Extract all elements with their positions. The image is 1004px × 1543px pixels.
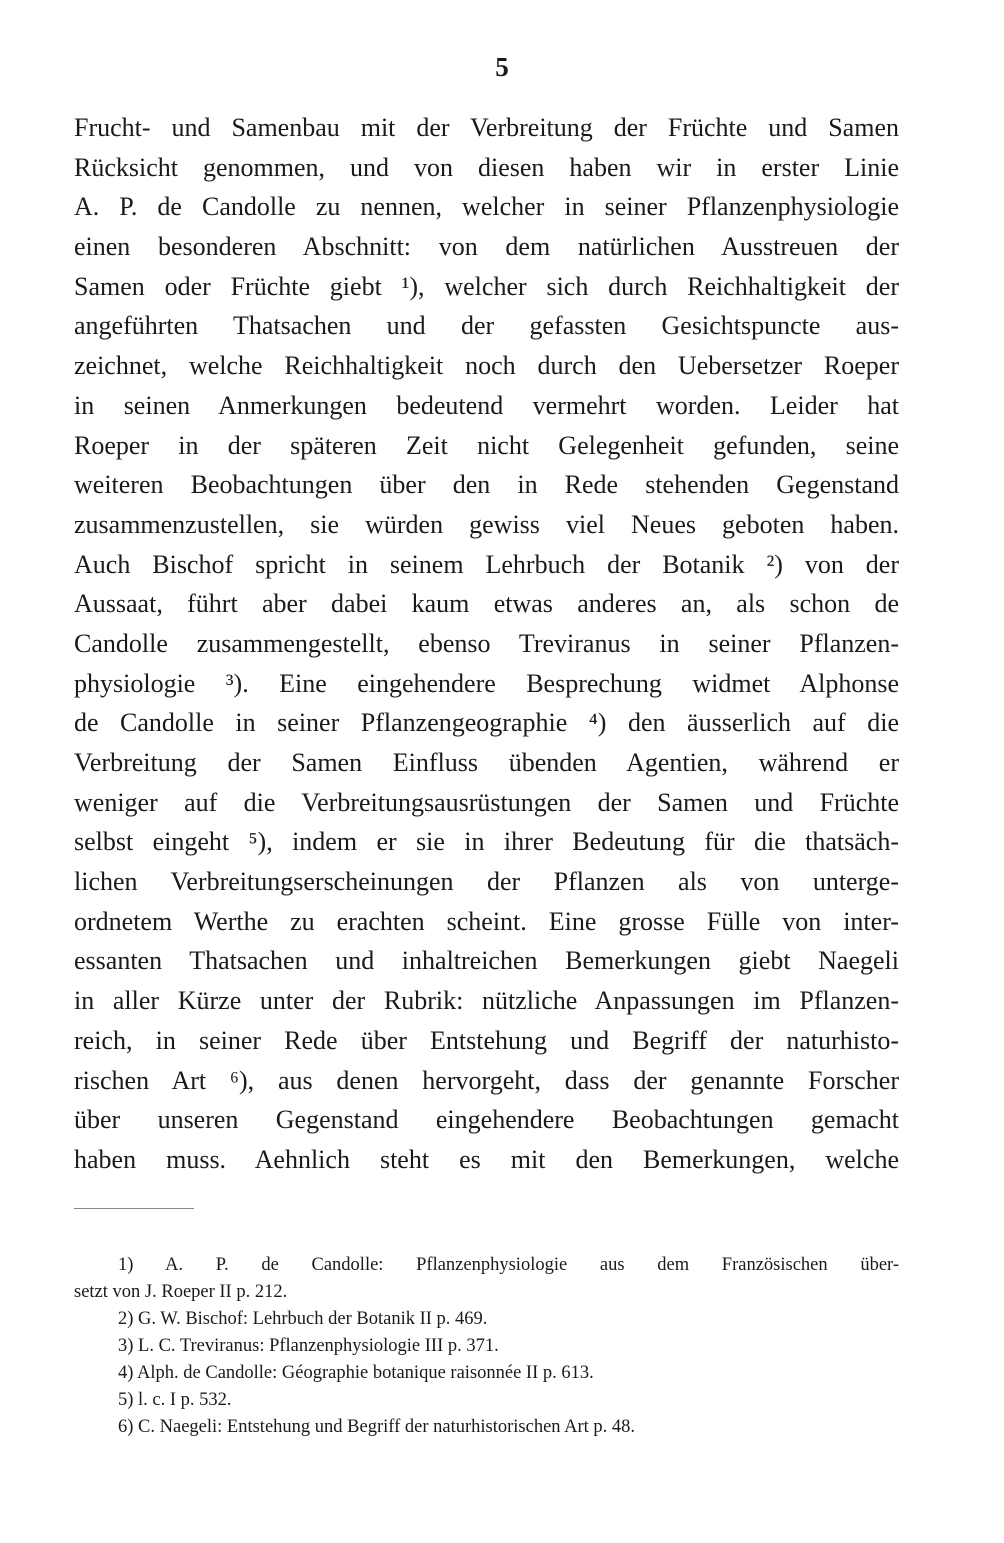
footnote-2: 2) G. W. Bischof: Lehrbuch der Botanik II p. 469. <box>118 1309 488 1329</box>
body-line: Aussaat, führt aber dabei kaum etwas anderes an, als schon de <box>74 589 899 619</box>
body-line: über unseren Gegenstand eingehendere Beobachtungen gemacht <box>74 1105 899 1135</box>
footnotes <box>74 1252 899 1441</box>
footnote-3: 3) L. C. Treviranus: Pflanzenphysiologie III p. 371. <box>118 1336 499 1356</box>
body-line: Frucht- und Samenbau mit der Verbreitung der Früchte und Samen <box>74 113 899 142</box>
body-line: essanten Thatsachen und inhaltreichen Bemerkungen giebt Naegeli <box>74 946 899 976</box>
footnote-6: 6) C. Naegeli: Entstehung und Begriff der naturhistorischen Art p. 48. <box>118 1417 636 1437</box>
body-line: zeichnet, welche Reichhaltigkeit noch durch den Uebersetzer Roeper <box>74 351 899 381</box>
footnote-5: 5) l. c. I p. 532. <box>118 1390 232 1410</box>
body-line: Rücksicht genommen, und von diesen haben wir in erster Linie <box>74 152 899 182</box>
body-line: Candolle zusammengestellt, ebenso Treviranus in seiner Pflanzen- <box>74 628 899 658</box>
body-line: A. P. de Candolle zu nennen, welcher in seiner Pflanzenphysiologie <box>74 192 899 222</box>
page-number: 5 <box>495 52 509 82</box>
body-line: Roeper in der späteren Zeit nicht Gelegenheit gefunden, seine <box>74 430 899 460</box>
body-line: Verbreitung der Samen Einfluss übenden Agentien, während er <box>74 748 899 777</box>
body-line: Auch Bischof spricht in seinem Lehrbuch der Botanik ²) von der <box>74 549 899 579</box>
body-line: selbst eingeht ⁵), indem er sie in ihrer Bedeutung für die thatsäch- <box>74 827 899 857</box>
body-line: de Candolle in seiner Pflanzengeographie ⁴) den äusserlich auf die <box>74 708 899 738</box>
body-line: Samen oder Früchte giebt ¹), welcher sich durch Reichhaltigkeit der <box>74 271 899 301</box>
body-line: rischen Art ⁶), aus denen hervorgeht, dass der genannte Forscher <box>74 1065 899 1095</box>
body-text <box>74 108 899 1180</box>
body-line: physiologie ³). Eine eingehendere Besprechung widmet Alphonse <box>74 668 899 698</box>
body-line: einen besonderen Abschnitt: von dem natürlichen Ausstreuen der <box>74 232 899 262</box>
body-line: in aller Kürze unter der Rubrik: nützliche Anpassungen im Pflanzen- <box>74 986 899 1016</box>
body-line: reich, in seiner Rede über Entstehung und Begriff der naturhisto- <box>74 1025 899 1055</box>
footnote-4: 4) Alph. de Candolle: Géographie botanique raisonnée II p. 613. <box>118 1363 594 1383</box>
body-line: angeführten Thatsachen und der gefassten Gesichtspuncte aus- <box>74 311 899 341</box>
body-line: zusammenzustellen, sie würden gewiss viel Neues geboten haben. <box>74 509 899 539</box>
footnote-divider <box>74 1208 194 1209</box>
body-line: weiteren Beobachtungen über den in Rede stehenden Gegenstand <box>74 470 899 500</box>
body-line: ordnetem Werthe zu erachten scheint. Eine grosse Fülle von inter- <box>74 906 899 936</box>
footnote-1: 1) A. P. de Candolle: Pflanzenphysiologie aus dem Französischen über- <box>118 1255 899 1275</box>
footnote-1-continuation: setzt von J. Roeper II p. 212. <box>74 1282 288 1302</box>
body-line: lichen Verbreitungserscheinungen der Pflanzen als von unterge- <box>74 867 899 897</box>
body-line: haben muss. Aehnlich steht es mit den Bemerkungen, welche <box>74 1144 899 1174</box>
body-line: weniger auf die Verbreitungsausrüstungen der Samen und Früchte <box>74 787 899 817</box>
body-line: in seinen Anmerkungen bedeutend vermehrt worden. Leider hat <box>74 390 899 420</box>
